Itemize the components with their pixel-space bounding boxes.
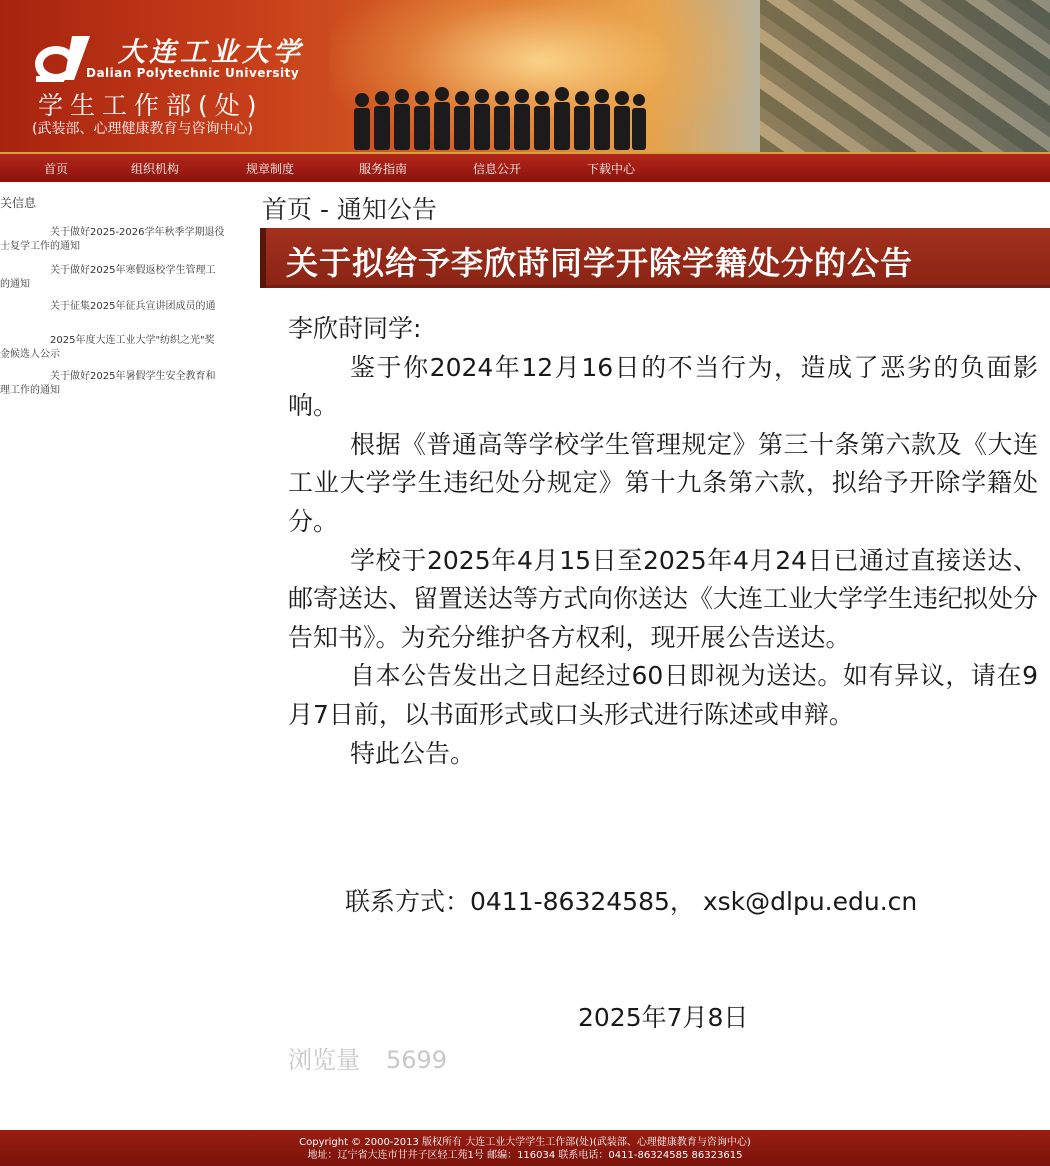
sidebar-link[interactable]: 2025年度大连工业大学"纺织之光"奖 <box>50 335 215 346</box>
footer-copyright: Copyright © 2000-2013 版权所有 大连工业大学学生工作部(处)(武装部、心理健康教育与咨询中心) <box>299 1137 751 1148</box>
contact-info: 联系方式：0411-86324585， xsk@dlpu.edu.cn <box>345 887 918 916</box>
sidebar-title: 关信息 <box>0 196 37 210</box>
page-title: 关于拟给予李欣莳同学开除学籍处分的公告 <box>286 244 914 282</box>
notice-paragraph: 学校于2025年4月15日至2025年4月24日已通过直接送达、邮寄送达、留置送达等方式向你送达《大连工业大学学生违纪拟处分告知书》。为充分维护各方权利，现开展公告送达。 <box>288 545 1039 652</box>
nav-home[interactable]: 首页 <box>44 162 69 176</box>
sidebar-link[interactable]: 关于做好2025年寒假返校学生管理工 <box>50 265 216 276</box>
nav-organization[interactable]: 组织机构 <box>131 162 180 176</box>
graduates-photo <box>350 80 650 150</box>
footer-address: 地址：辽宁省大连市甘井子区轻工苑1号 邮编：116034 联系电话：0411-86324585 86323615 <box>307 1150 743 1161</box>
main-nav <box>0 152 1050 182</box>
university-name-cn: 大连工业大学 <box>118 37 304 68</box>
university-name-en: Dalian Polytechnic University <box>86 66 300 80</box>
department-subtitle: (武装部、心理健康教育与咨询中心) <box>32 121 253 137</box>
notice-body <box>288 310 1038 773</box>
notice-paragraph: 自本公告发出之日起经过60日即视为送达。如有异议，请在9月7日前，以书面形式或口头形式进行陈述或申辩。 <box>288 661 1038 729</box>
notice-paragraph: 特此公告。 <box>350 738 476 768</box>
sidebar-link[interactable]: 关于做好2025-2026学年秋季学期退役 <box>50 227 225 238</box>
view-count <box>288 1040 447 1075</box>
dpu-logo-icon[interactable] <box>34 32 92 84</box>
breadcrumb: 首页 - 通知公告 <box>262 195 437 224</box>
nav-downloads[interactable]: 下载中心 <box>587 162 636 176</box>
military-training-photo <box>760 0 1050 152</box>
sidebar-link[interactable]: 关于征集2025年征兵宣讲团成员的通 <box>50 301 216 312</box>
nav-info-disclosure[interactable]: 信息公开 <box>473 162 522 176</box>
department-name: 学生工作部(处) <box>38 91 264 120</box>
sidebar-link[interactable]: 理工作的通知 <box>0 385 60 396</box>
notice-paragraph: 根据《普通高等学校学生管理规定》第三十条第六款及《大连工业大学学生违纪处分规定》第十九条第六款，拟给予开除学籍处分。 <box>288 429 1038 536</box>
sidebar-link[interactable]: 关于做好2025年暑假学生安全教育和 <box>50 371 216 382</box>
nav-regulations[interactable]: 规章制度 <box>246 162 295 176</box>
sidebar-link[interactable]: 的通知 <box>0 279 30 290</box>
salutation: 李欣莳同学: <box>288 314 422 343</box>
header-banner <box>0 0 1050 152</box>
view-count-label: 浏览量 <box>288 1046 360 1074</box>
nav-service-guide[interactable]: 服务指南 <box>359 162 408 176</box>
sidebar-link[interactable]: 士复学工作的通知 <box>0 241 80 252</box>
notice-title-bar <box>260 228 1050 288</box>
sidebar-link[interactable]: 金候选人公示 <box>0 349 60 360</box>
footer <box>0 1130 1050 1166</box>
view-count-value: 5699 <box>386 1046 448 1074</box>
notice-date: 2025年7月8日 <box>578 1003 749 1032</box>
notice-paragraph: 鉴于你2024年12月16日的不当行为，造成了恶劣的负面影响。 <box>288 352 1038 421</box>
